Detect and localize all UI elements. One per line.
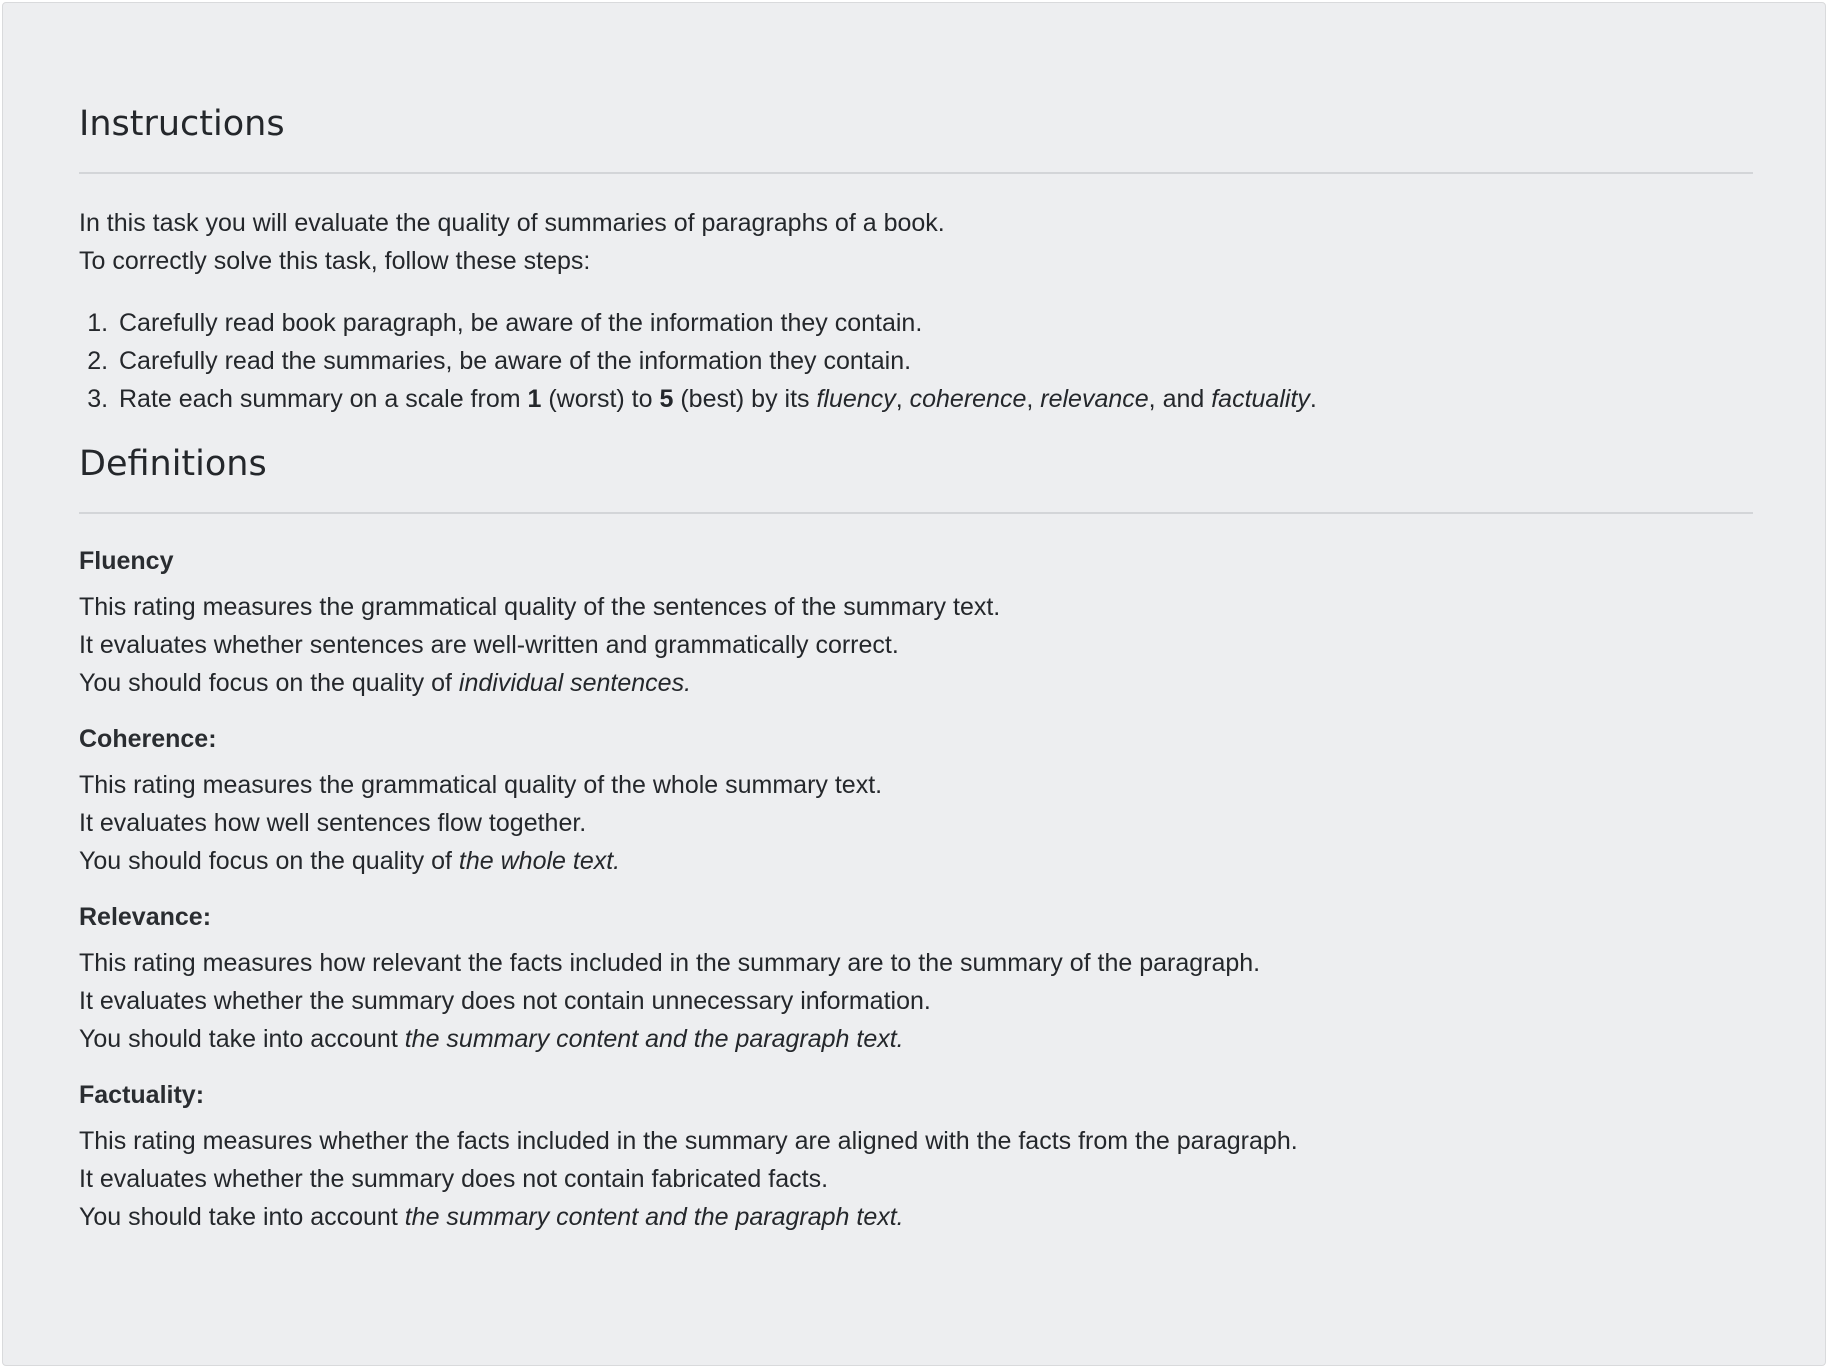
criterion-coherence: coherence [909, 385, 1027, 413]
definition-relevance [79, 900, 1753, 1058]
definition-line: It evaluates how well sentences flow together. [79, 809, 587, 837]
definition-emphasis: individual sentences. [458, 669, 692, 697]
instructions-heading: Instructions [79, 104, 285, 144]
step-text: . [1309, 385, 1317, 413]
definition-text: You should focus on the quality of [79, 847, 459, 875]
definition-text: You should take into account [79, 1025, 405, 1053]
step-text: , [895, 385, 910, 413]
criterion-fluency: fluency [816, 385, 896, 413]
instructions-panel [2, 2, 1826, 1366]
definition-title: Fluency [79, 547, 174, 575]
definition-text: You should take into account [79, 1203, 405, 1231]
step-item: 2. Carefully read the summaries, be aware of the information they contain. [115, 342, 1753, 380]
definition-emphasis: the summary content and the paragraph text. [404, 1203, 904, 1231]
definition-text: You should focus on the quality of [79, 669, 459, 697]
definition-factuality [79, 1078, 1753, 1236]
definition-line [79, 1198, 1753, 1236]
definition-line: It evaluates whether sentences are well-written and grammatically correct. [79, 631, 899, 659]
definition-line: It evaluates whether the summary does not contain unnecessary information. [79, 987, 931, 1015]
step-item: 1. Carefully read book paragraph, be aware of the information they contain. [115, 304, 1753, 342]
scale-max: 5 [659, 385, 674, 413]
definitions-heading: Definitions [79, 444, 267, 484]
steps-list [79, 304, 1753, 418]
definition-emphasis: the whole text. [458, 847, 621, 875]
definition-title: Relevance: [79, 903, 212, 931]
definition-line [79, 1020, 1753, 1058]
definition-line [79, 664, 1753, 702]
definitions-section [79, 443, 1753, 1236]
definitions-divider [79, 512, 1753, 514]
definition-line: This rating measures the grammatical quality of the whole summary text. [79, 771, 883, 799]
instructions-content [79, 103, 1753, 1256]
criterion-factuality: factuality [1211, 385, 1310, 413]
definition-line: This rating measures how relevant the facts included in the summary are to the summary of the paragraph. [79, 949, 1261, 977]
step-text: (worst) to [541, 385, 660, 413]
definition-fluency [79, 544, 1753, 702]
step-text: (best) by its [673, 385, 817, 413]
step-text: , [1026, 385, 1041, 413]
intro-line: To correctly solve this task, follow these steps: [79, 247, 591, 275]
definition-line: This rating measures the grammatical quality of the sentences of the summary text. [79, 593, 1001, 621]
step-text: , and [1148, 385, 1212, 413]
definition-emphasis: the summary content and the paragraph text. [404, 1025, 904, 1053]
definition-title: Coherence: [79, 725, 217, 753]
instructions-section [79, 103, 1753, 418]
intro-line: In this task you will evaluate the quality of summaries of paragraphs of a book. [79, 209, 945, 237]
definition-title: Factuality: [79, 1081, 205, 1109]
step-text: Rate each summary on a scale from [119, 385, 528, 413]
criterion-relevance: relevance [1040, 385, 1149, 413]
definition-line: This rating measures whether the facts included in the summary are aligned with the facts from the paragraph. [79, 1127, 1298, 1155]
step-item [115, 380, 1753, 418]
definition-line: It evaluates whether the summary does not contain fabricated facts. [79, 1165, 829, 1193]
scale-min: 1 [527, 385, 542, 413]
instructions-intro [79, 204, 1753, 280]
definition-coherence [79, 722, 1753, 880]
instructions-divider [79, 172, 1753, 174]
definition-line [79, 842, 1753, 880]
